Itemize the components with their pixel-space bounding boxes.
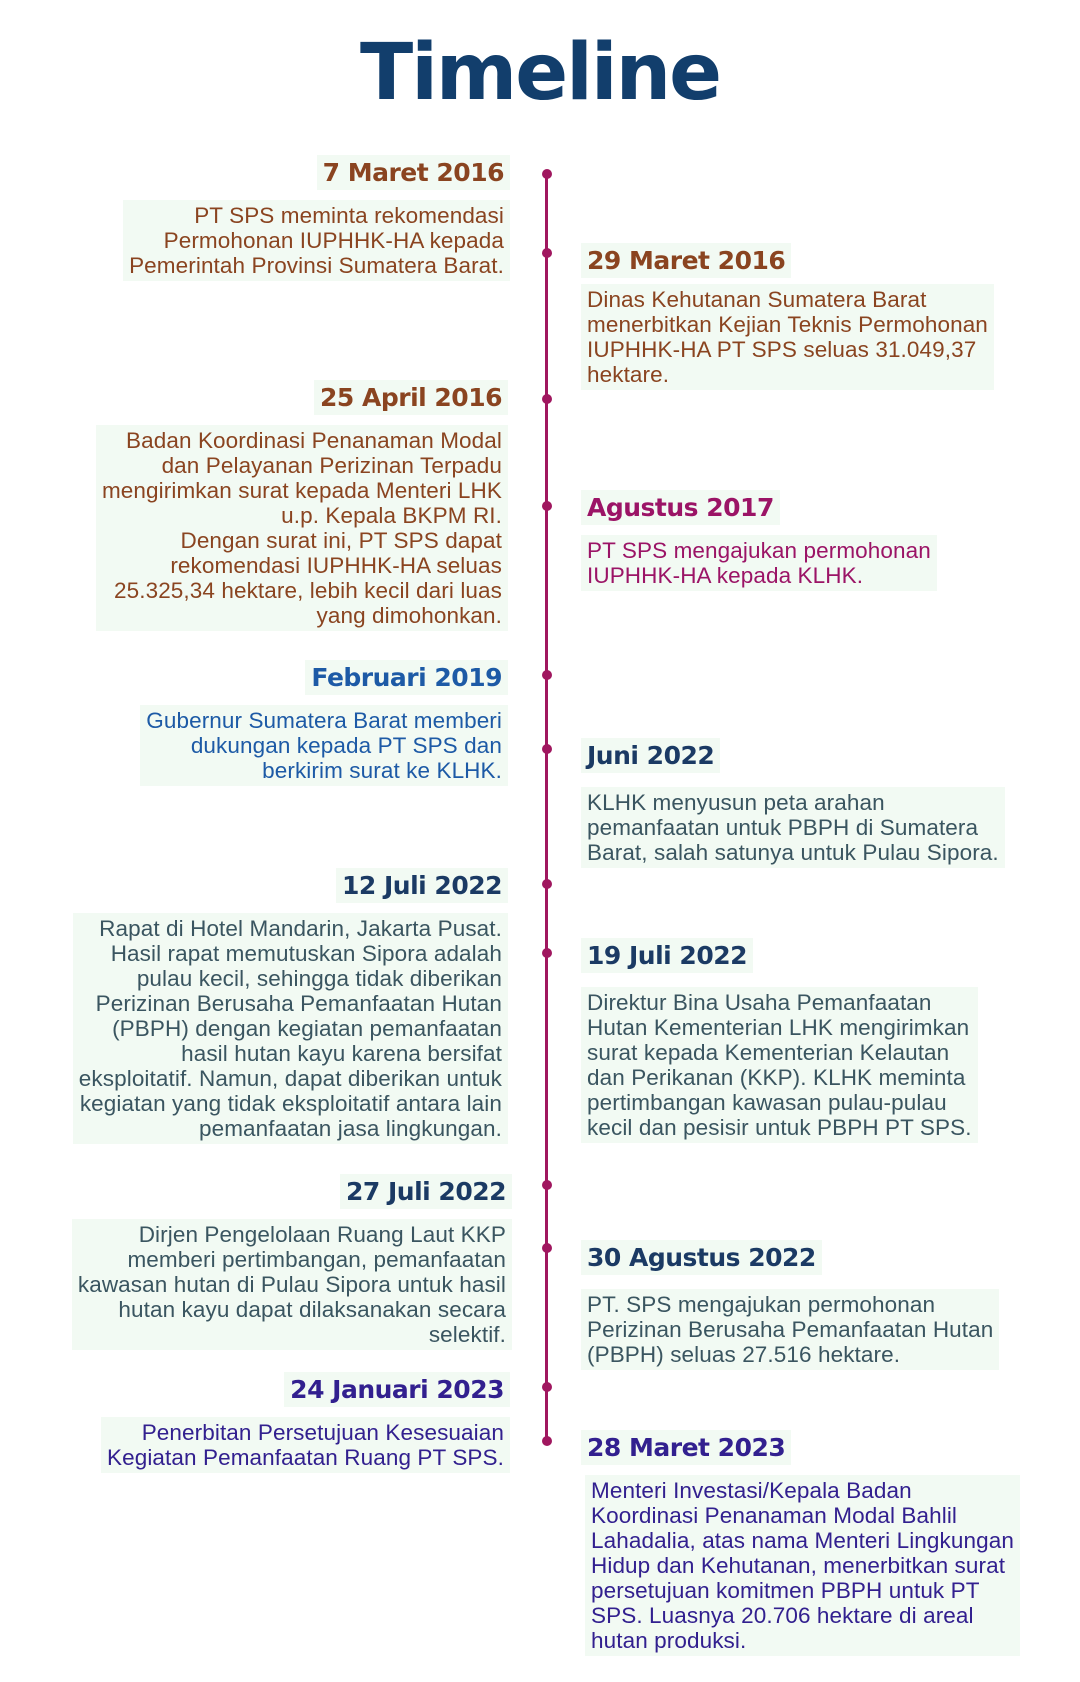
event-description: Dinas Kehutanan Sumatera Barat menerbitkan Kejian Teknis Permohonan IUPHHK-HA PT SPS seluas 31.049,37 hektare. [581,284,994,390]
timeline-event [581,243,1051,390]
event-date: 19 Juli 2022 [581,938,753,973]
timeline-event [581,490,1051,591]
page-title: Timeline [359,28,721,118]
event-date: 24 Januari 2023 [284,1372,510,1407]
timeline-event [0,868,508,1144]
event-date: Juni 2022 [581,738,720,773]
event-date: Agustus 2017 [581,490,780,525]
event-description: Penerbitan Persetujuan Kesesuaian Kegiatan Pemanfaatan Ruang PT SPS. [101,1417,510,1473]
event-description: Direktur Bina Usaha Pemanfaatan Hutan Kementerian LHK mengirimkan surat kepada Kementerian Kelautan dan Perikanan (KKP). KLHK meminta pertimbangan kawasan pulau-pulau kecil dan pesisir untuk PBPH PT SPS. [581,987,978,1143]
event-date: 27 Juli 2022 [340,1174,512,1209]
timeline-dot [542,744,552,754]
event-description: Menteri Investasi/Kepala Badan Koordinasi Penanaman Modal Bahlil Lahadalia, atas nama Menteri Lingkungan Hidup dan Kehutanan, menerbitkan surat persetujuan komitmen PBPH untuk PT SPS. Luasnya 20.706 hektare di areal hutan produksi. [585,1475,1020,1656]
timeline-event [0,155,510,281]
event-description: PT. SPS mengajukan permohonan Perizinan Berusaha Pemanfaatan Hutan (PBPH) seluas 27.516 hektare. [581,1289,999,1370]
timeline-dot [542,1382,552,1392]
event-date: 25 April 2016 [314,380,508,415]
event-description: Rapat di Hotel Mandarin, Jakarta Pusat. Hasil rapat memutuskan Sipora adalah pulau kecil, sehingga tidak diberikan Perizinan Berusaha Pemanfaatan Hutan (PBPH) dengan kegiatan pemanfaatan hasil hutan kayu karena bersifat eksploitatif. Namun, dapat diberikan untuk kegiatan yang tidak eksploitatif antara lain pemanfaatan jasa lingkungan. [73,913,508,1144]
timeline-dot [542,501,552,511]
timeline-dot [542,948,552,958]
timeline-event [581,938,1051,1143]
timeline-event [0,1174,512,1350]
timeline-axis [545,170,548,1445]
timeline-event [0,380,508,631]
timeline-dot [542,670,552,680]
timeline-dot [542,1180,552,1190]
event-description: KLHK menyusun peta arahan pemanfaatan untuk PBPH di Sumatera Barat, salah satunya untuk Pulau Sipora. [581,787,1005,868]
event-description: Badan Koordinasi Penanaman Modal dan Pelayanan Perizinan Terpadu mengirimkan surat kepada Menteri LHK u.p. Kepala BKPM RI. Dengan surat ini, PT SPS dapat rekomendasi IUPHHK-HA seluas 25.325,34 hektare, lebih kecil dari luas yang dimohonkan. [96,425,508,631]
event-date: Februari 2019 [305,660,508,695]
timeline-dot [542,1436,552,1446]
event-description: PT SPS mengajukan permohonan IUPHHK-HA kepada KLHK. [581,535,937,591]
event-date: 7 Maret 2016 [317,155,510,190]
timeline-event [0,1372,510,1473]
timeline-event [581,1240,1051,1370]
event-date: 30 Agustus 2022 [581,1240,822,1275]
event-date: 28 Maret 2023 [581,1430,791,1465]
timeline-event [0,660,508,786]
timeline-dot [542,169,552,179]
event-description: Dirjen Pengelolaan Ruang Laut KKP memberi pertimbangan, pemanfaatan kawasan hutan di Pulau Sipora untuk hasil hutan kayu dapat dilaksanakan secara selektif. [72,1219,512,1350]
event-description: PT SPS meminta rekomendasi Permohonan IUPHHK-HA kepada Pemerintah Provinsi Sumatera Barat. [123,200,510,281]
timeline-event [581,738,1051,868]
timeline-dot [542,248,552,258]
timeline-dot [542,394,552,404]
event-date: 29 Maret 2016 [581,243,791,278]
timeline-dot [542,1243,552,1253]
timeline-event [581,1430,1071,1656]
event-date: 12 Juli 2022 [336,868,508,903]
timeline-dot [542,879,552,889]
event-description: Gubernur Sumatera Barat memberi dukungan kepada PT SPS dan berkirim surat ke KLHK. [140,705,508,786]
